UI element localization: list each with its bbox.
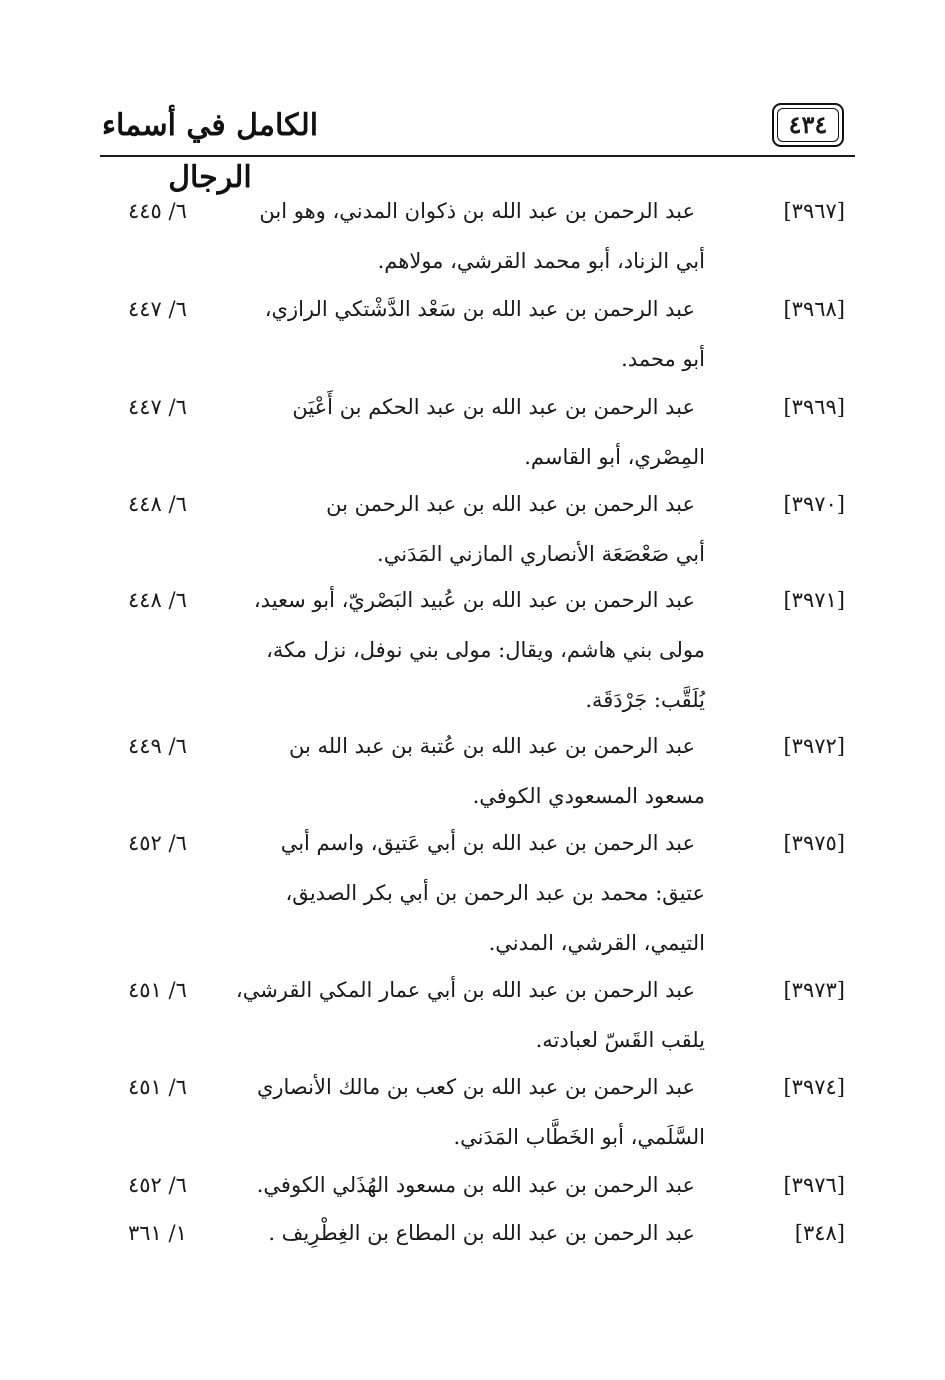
entry-number: [٣٤٨] [794, 1221, 845, 1245]
page-number-frame [772, 103, 844, 147]
volume-page-ref: ٦/ ٤٥٢ [128, 1173, 187, 1197]
entry-line: عبد الرحمن بن عبد الله بن أبي عَتيق، واسم أبي [280, 831, 695, 855]
entry-text [259, 186, 705, 286]
entry-number: [٣٩٦٨] [783, 297, 845, 321]
entry-line: عبد الرحمن بن عبد الله بن أبي عمار المكي القرشي، [235, 978, 695, 1002]
entry-line: مسعود المسعودي الكوفي. [472, 784, 705, 808]
entry-text [280, 818, 705, 968]
volume-page-ref: ٦/ ٤٤٥ [128, 199, 187, 223]
entry-text [285, 721, 705, 821]
entry-number: [٣٩٧٢] [783, 734, 845, 758]
entry-number: [٣٩٦٧] [783, 199, 845, 223]
entry-line: مولى بني هاشم، ويقال: مولى بني نوفل، نزل مكة، [266, 638, 705, 662]
volume-page-ref: ٦/ ٤٤٩ [128, 734, 187, 758]
header-rule [100, 155, 855, 157]
entry-line: يُلَقَّب: جَرْدَقَة. [585, 688, 705, 712]
entry-line: التيمي، القرشي، المدني. [488, 931, 705, 955]
entry-line: عتيق: محمد بن عبد الرحمن بن أبي بكر الصديق، [285, 881, 705, 905]
volume-page-ref: ٦/ ٤٤٧ [128, 395, 187, 419]
entry-number: [٣٩٦٩] [783, 395, 845, 419]
entry-text [256, 1062, 705, 1162]
entry-line: السَّلَمي، أبو الخَطَّاب المَدَني. [453, 1125, 705, 1149]
entry-number: [٣٩٧١] [783, 588, 845, 612]
running-head-title: الكامل في أسماء الرجال [101, 108, 319, 195]
volume-page-ref: ٦/ ٤٥١ [128, 1075, 187, 1099]
entry-number: [٣٩٧٠] [783, 492, 845, 516]
entry-line: عبد الرحمن بن عبد الله بن ذكوان المدني، وهو ابن [259, 199, 695, 223]
entry-line: عبد الرحمن بن عبد الله بن عُتبة بن عبد الله بن [288, 734, 695, 758]
entry-line: عبد الرحمن بن عبد الله بن سَعْد الدَّشْتكي الرازي، [264, 297, 695, 321]
entry-line: أبي الزناد، أبو محمد القرشي، مولاهم. [377, 249, 705, 273]
entry-line: المِصْري، أبو القاسم. [524, 445, 705, 469]
entry-line: أبو محمد. [621, 347, 705, 371]
entry-text [268, 1208, 705, 1258]
entry-text [253, 575, 705, 725]
entry-number: [٣٩٧٥] [783, 831, 845, 855]
volume-page-ref: ٦/ ٤٤٨ [128, 492, 187, 516]
entry-text [285, 382, 705, 482]
volume-page-ref: ٦/ ٤٤٧ [128, 297, 187, 321]
entry-line: عبد الرحمن بن عبد الله بن مسعود الهُذَلي الكوفي. [256, 1173, 695, 1197]
entry-text [256, 1160, 705, 1210]
entry-line: عبد الرحمن بن عبد الله بن المطاع بن الغِطْرِيف . [268, 1221, 695, 1245]
entry-number: [٣٩٧٦] [783, 1173, 845, 1197]
entry-number: [٣٩٧٤] [783, 1075, 845, 1099]
entry-line: عبد الرحمن بن عبد الله بن عُبيد البَصْريّ، أبو سعيد، [253, 588, 695, 612]
entry-line: عبد الرحمن بن عبد الله بن عبد الرحمن بن [326, 492, 695, 516]
entry-line: يلقب القَسّ لعبادته. [535, 1028, 705, 1052]
entry-text [285, 479, 705, 579]
page-number: ٤٣٤ [788, 110, 828, 139]
entry-line: أبي صَعْصَعَة الأنصاري المازني المَدَني. [377, 542, 705, 566]
entry-text [235, 965, 705, 1065]
entry-number: [٣٩٧٣] [783, 978, 845, 1002]
entry-line: عبد الرحمن بن عبد الله بن عبد الحكم بن أَعْيَن [292, 395, 695, 419]
volume-page-ref: ٦/ ٤٥٢ [128, 831, 187, 855]
volume-page-ref: ٦/ ٤٥١ [128, 978, 187, 1002]
entry-text [264, 284, 705, 384]
volume-page-ref: ١/ ٣٦١ [128, 1221, 187, 1245]
entry-line: عبد الرحمن بن عبد الله بن كعب بن مالك الأنصاري [256, 1075, 695, 1099]
volume-page-ref: ٦/ ٤٤٨ [128, 588, 187, 612]
